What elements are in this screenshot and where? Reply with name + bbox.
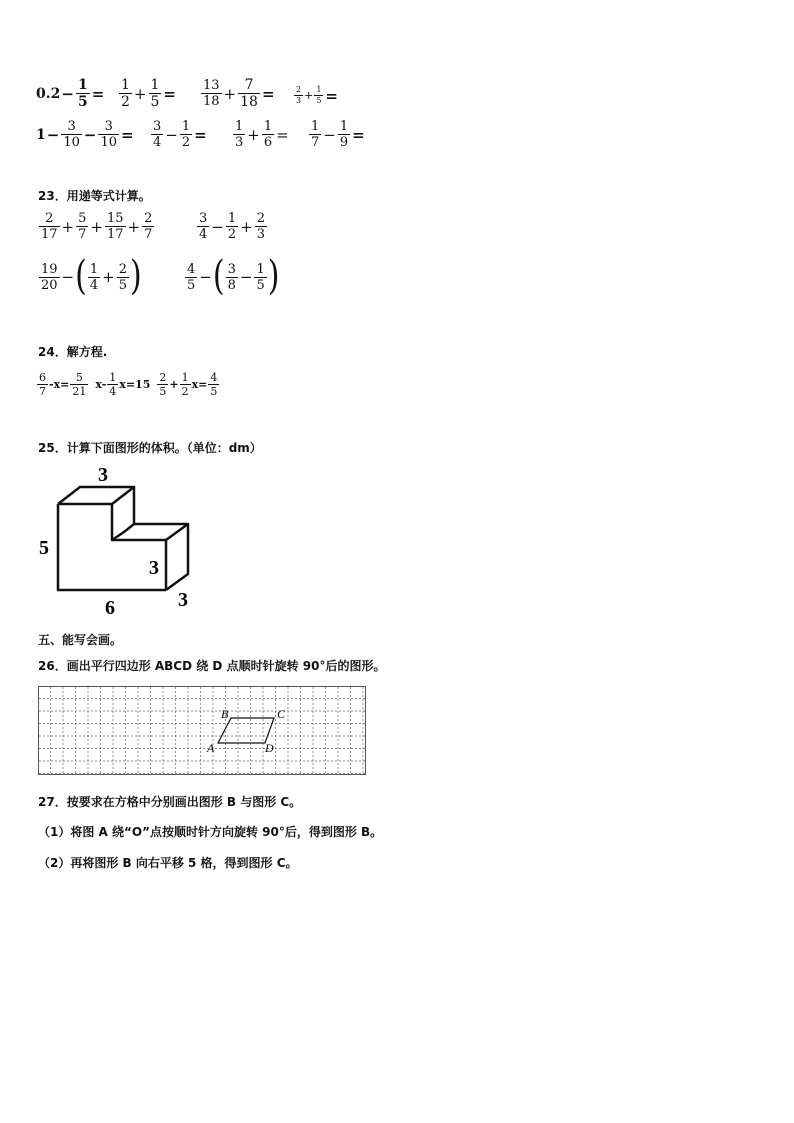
plus-sign: + — [61, 217, 75, 236]
fraction: $\frac{1}{4}$ — [89, 261, 99, 293]
q23-title: 23．用递等式计算。 — [38, 189, 151, 203]
fraction: $\frac{1}{5}$ — [150, 77, 160, 110]
fraction: $\frac{19}{20}$ — [41, 261, 58, 293]
fraction: $\frac{3}{10}$ — [63, 119, 80, 150]
left-paren: ( — [75, 252, 87, 300]
minus-sign: − — [199, 268, 212, 286]
equals-sign: = — [163, 84, 176, 103]
equation-text: -x= — [49, 378, 70, 391]
equation-1 — [36, 372, 89, 397]
plus-sign: + — [247, 125, 260, 144]
plus-sign: + — [102, 268, 115, 286]
fraction: $\frac{2}{3}$ — [256, 211, 265, 242]
fraction: $\frac{3}{8}$ — [227, 261, 236, 293]
equals-sign: = — [325, 86, 338, 105]
q26-title: 26．画出平行四边形 ABCD 绕 D 点顺时针旋转 90°后的图形。 — [38, 659, 386, 673]
q24-title: 24．解方程. — [38, 345, 108, 359]
fraction: $\frac{7}{18}$ — [240, 77, 258, 110]
fraction: $\frac{1}{2}$ — [181, 371, 189, 398]
minus-sign: − — [61, 84, 74, 103]
fraction: $\frac{2}{7}$ — [144, 211, 153, 242]
fraction: $\frac{3}{10}$ — [100, 119, 117, 150]
fraction: $\frac{1}{7}$ — [311, 119, 320, 150]
point-label-d: D — [265, 741, 274, 755]
equals-sign: = — [91, 84, 105, 103]
point-label-b: B — [221, 707, 229, 721]
fraction: $\frac{1}{5}$ — [77, 77, 88, 110]
right-paren: ) — [129, 252, 142, 300]
fraction: $\frac{1}{5}$ — [256, 261, 265, 293]
label-left-5: 5 — [39, 537, 49, 559]
equation-text: x=15 — [119, 378, 151, 391]
fraction: $\frac{5}{7}$ — [78, 211, 87, 242]
stepped-solid-figure — [34, 462, 214, 620]
point-label-a: A — [207, 741, 215, 755]
expr-3-4-minus-1-2 — [150, 120, 208, 149]
expr-1-7-minus-1-9 — [308, 120, 366, 149]
right-paren: ) — [267, 252, 280, 300]
fraction: $\frac{1}{2}$ — [181, 119, 191, 150]
plus-sign: + — [240, 217, 253, 236]
minus-sign: − — [165, 125, 178, 144]
section5-title: 五、能写会画。 — [38, 633, 123, 647]
plus-sign: + — [127, 217, 141, 236]
q24-equations — [36, 372, 220, 397]
plus-sign: + — [133, 84, 147, 103]
q27-title: 27．按要求在方格中分别画出图形 B 与图形 C。 — [38, 795, 302, 809]
grid-lines — [39, 687, 365, 774]
plus-sign: + — [223, 84, 237, 103]
equals-sign: = — [261, 84, 275, 103]
q27-sub1: （1）将图 A 绕“O”点按顺时针方向旋转 90°后，得到图形 B。 — [38, 825, 383, 839]
expr-1-minus-3-10-minus-3-10 — [36, 120, 135, 149]
minus-sign: − — [46, 125, 60, 144]
short-top-face — [134, 524, 188, 540]
minus-sign: − — [323, 125, 336, 144]
fraction: $\frac{3}{4}$ — [153, 119, 162, 150]
fraction: $\frac{2}{5}$ — [159, 371, 167, 398]
q23-expr-3 — [38, 252, 142, 300]
fraction: $\frac{4}{5}$ — [210, 371, 218, 398]
q23-expr-4 — [184, 252, 280, 300]
label-right-mid-3: 3 — [149, 557, 159, 579]
fraction: $\frac{5}{21}$ — [72, 371, 87, 398]
minus-sign: − — [211, 217, 224, 236]
fraction: $\frac{1}{2}$ — [227, 211, 237, 242]
fraction: $\frac{3}{4}$ — [199, 211, 208, 242]
fraction: $\frac{4}{5}$ — [187, 261, 196, 293]
plus-sign: + — [90, 217, 103, 236]
equals-sign: = — [121, 125, 134, 144]
equation-3 — [156, 372, 220, 397]
minus-sign: − — [239, 268, 253, 286]
expr-0.2-minus-1-5 — [36, 78, 105, 109]
expr-13-18-plus-7-18 — [200, 78, 276, 109]
parallelogram-abcd — [218, 718, 274, 743]
q23-expr-2 — [196, 212, 268, 241]
label-top-3: 3 — [98, 464, 108, 486]
left-paren: ( — [212, 252, 225, 300]
expr-2-3-plus-1-5 — [293, 86, 339, 105]
grid-with-parallelogram — [38, 686, 368, 776]
fraction: $\frac{6}{7}$ — [39, 371, 46, 398]
fraction: $\frac{2}{5}$ — [118, 261, 127, 293]
plus-sign: + — [169, 378, 179, 391]
equation-2 — [95, 372, 150, 397]
fraction: $\frac{1}{6}$ — [263, 119, 273, 150]
equation-text: x- — [95, 378, 107, 391]
label-bottom-6: 6 — [105, 597, 115, 619]
fraction: $\frac{15}{17}$ — [106, 211, 124, 242]
expr-1-2-plus-1-5 — [118, 78, 177, 109]
fraction: $\frac{1}{5}$ — [316, 85, 322, 105]
equals-sign: = — [194, 125, 207, 144]
minus-sign: − — [83, 125, 97, 144]
plus-sign: + — [304, 89, 314, 102]
lead-number: 0.2 — [36, 85, 61, 102]
fraction: $\frac{1}{9}$ — [339, 119, 349, 150]
q23-expr-1 — [38, 212, 155, 241]
label-right-bottom-3: 3 — [178, 589, 188, 611]
fraction: $\frac{1}{2}$ — [121, 77, 130, 110]
point-label-c: C — [277, 707, 286, 721]
short-side-face — [166, 524, 188, 590]
fraction: $\frac{13}{18}$ — [203, 78, 220, 109]
lead-number: 1 — [36, 126, 46, 143]
expr-1-3-plus-1-6 — [232, 120, 290, 149]
fraction: $\frac{1}{4}$ — [109, 371, 117, 398]
fraction: $\frac{2}{3}$ — [296, 85, 302, 105]
tall-top-face — [58, 487, 134, 504]
fraction: $\frac{2}{17}$ — [41, 211, 58, 242]
fraction: $\frac{1}{3}$ — [235, 119, 244, 150]
minus-sign: − — [61, 268, 75, 286]
equals-sign: = — [276, 125, 289, 144]
q27-sub2: （2）再将图形 B 向右平移 5 格，得到图形 C。 — [38, 856, 298, 870]
q25-title: 25．计算下面图形的体积。（单位：dm） — [38, 441, 262, 455]
equals-sign: = — [352, 125, 365, 144]
equation-text: x= — [191, 378, 208, 391]
